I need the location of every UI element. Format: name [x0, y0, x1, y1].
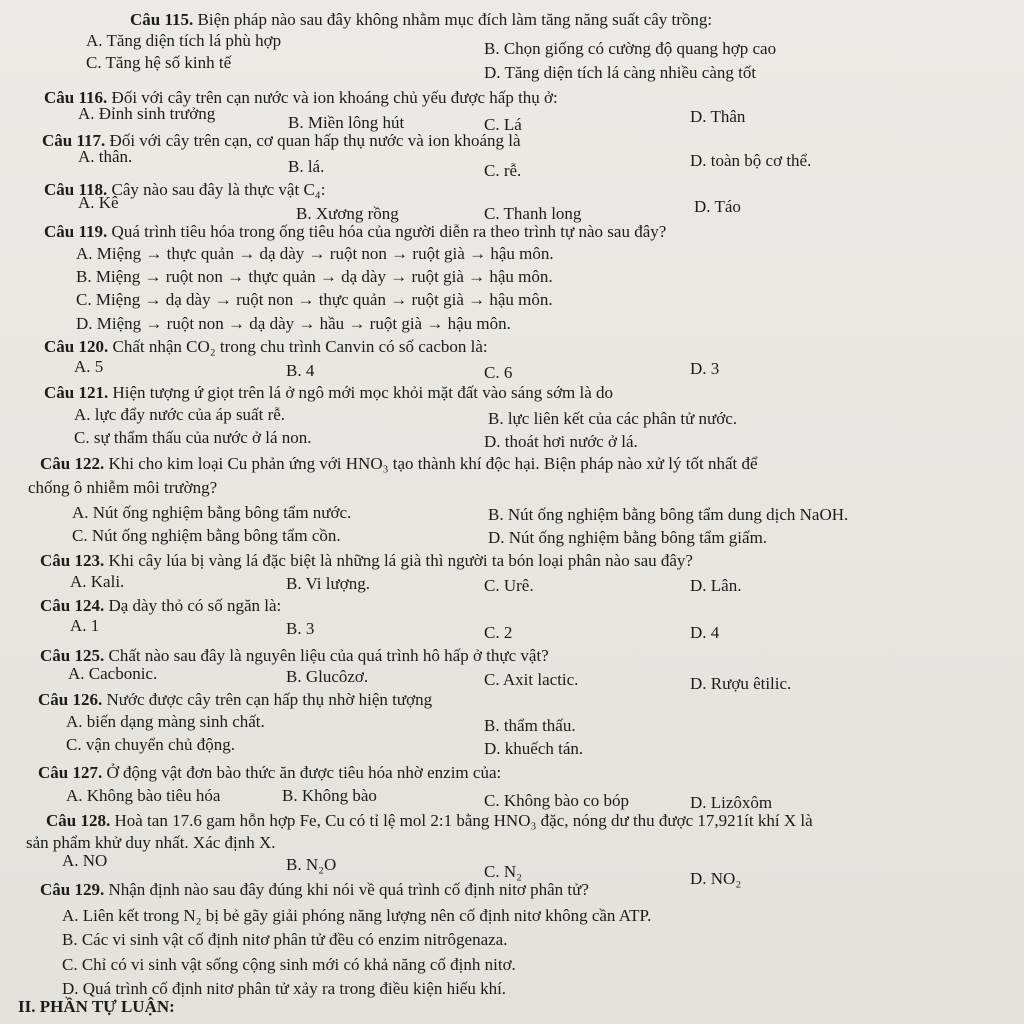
option: A. Cacbonic. — [68, 664, 158, 683]
option: D. Thân — [690, 107, 746, 126]
option: A. Nút ống nghiệm bằng bông tẩm nước. — [72, 503, 352, 522]
option: C. Không bào co bóp — [484, 791, 629, 810]
option: A. Không bào tiêu hóa — [66, 786, 221, 805]
option: D. Nút ống nghiệm bằng bông tẩm giấm. — [488, 528, 768, 547]
option: A. NO — [62, 851, 108, 870]
question-123: Câu 123. Khi cây lúa bị vàng lá đặc biệt là những lá già thì người ta bón loại phân nào sau đây? — [40, 551, 693, 570]
option: C. vận chuyển chủ động. — [66, 735, 236, 754]
question-127: Câu 127. Ở động vật đơn bào thức ăn được tiêu hóa nhờ enzim của: — [38, 763, 502, 782]
option: B. Miệng → ruột non → thực quản → dạ dày → ruột già → hậu môn. — [76, 267, 553, 286]
option: A. Kê — [78, 193, 119, 212]
option: B. N₂O — [286, 855, 337, 874]
option: D. Táo — [694, 197, 741, 216]
option: D. 4 — [690, 623, 720, 642]
option: C. N₂ — [484, 862, 523, 881]
option: C. Thanh long — [484, 204, 582, 223]
question-126: Câu 126. Nước được cây trên cạn hấp thụ nhờ hiện tượng — [38, 690, 433, 709]
option: B. thẩm thấu. — [484, 716, 576, 735]
option: A. Kali. — [70, 572, 125, 591]
option: C. Lá — [484, 115, 522, 134]
option: D. NO₂ — [690, 869, 742, 888]
option: B. Các vi sinh vật cố định nitơ phân tử đều có enzim nitrôgenaza. — [62, 930, 508, 949]
question-129: Câu 129. Nhận định nào sau đây đúng khi nói về quá trình cố định nitơ phân tử? — [40, 880, 589, 899]
question-117: Câu 117. Đối với cây trên cạn, cơ quan hấp thụ nước và ion khoáng là — [42, 131, 521, 150]
option: A. lực đẩy nước của áp suất rễ. — [74, 405, 286, 424]
option: D. 3 — [690, 359, 720, 378]
option: C. 6 — [484, 363, 513, 382]
option: C. Tăng hệ số kinh tế — [86, 53, 232, 72]
question-116: Câu 116. Đối với cây trên cạn nước và ion khoáng chủ yếu được hấp thụ ở: — [44, 88, 558, 107]
question-128: Câu 128. Hoà tan 17.6 gam hỗn hợp Fe, Cu có tỉ lệ mol 2:1 bằng HNO₃ đặc, nóng dư thu được 17,921ít khí X là — [46, 811, 813, 830]
option: A. Liên kết trong N₂ bị bẻ gãy giải phóng năng lượng nên cố định nitơ không cần ATP. — [62, 906, 652, 925]
option: D. toàn bộ cơ thể. — [690, 151, 812, 170]
option: D. Tăng diện tích lá càng nhiều càng tốt — [484, 63, 757, 82]
option: C. Urê. — [484, 576, 534, 595]
option: C. Chỉ có vi sinh vật sống cộng sinh mới có khả năng cố định nitơ. — [62, 955, 516, 974]
option: A. 5 — [74, 357, 104, 376]
question-122-cont: chống ô nhiễm môi trường? — [28, 478, 218, 497]
option: A. Đỉnh sinh trưởng — [78, 104, 216, 123]
question-121: Câu 121. Hiện tượng ứ giọt trên lá ở ngô mới mọc khỏi mặt đất vào sáng sớm là do — [44, 383, 614, 402]
option: D. Lân. — [690, 576, 742, 595]
option: D. Rượu êtilic. — [690, 674, 792, 693]
option: C. Axit lactic. — [484, 670, 579, 689]
question-128-cont: sản phẩm khử duy nhất. Xác định X. — [26, 833, 276, 852]
question-124: Câu 124. Dạ dày thỏ có số ngăn là: — [40, 596, 282, 615]
option: D. khuếch tán. — [484, 739, 584, 758]
section-heading: II. PHẦN TỰ LUẬN: — [18, 997, 175, 1016]
option: B. Xương rồng — [296, 204, 399, 223]
option: C. sự thẩm thấu của nước ở lá non. — [74, 428, 312, 447]
question-119: Câu 119. Quá trình tiêu hóa trong ống tiêu hóa của người diễn ra theo trình tự nào sau đây? — [44, 222, 667, 241]
option: B. 3 — [286, 619, 315, 638]
option: B. Chọn giống có cường độ quang hợp cao — [484, 39, 777, 58]
option: B. Glucôzơ. — [286, 667, 369, 686]
option: B. Miền lông hút — [288, 113, 405, 132]
question-120: Câu 120. Chất nhận CO₂ trong chu trình Canvin có số cacbon là: — [44, 337, 488, 356]
option: A. 1 — [70, 616, 100, 635]
option: D. thoát hơi nước ở lá. — [484, 432, 638, 451]
option: D. Miệng → ruột non → dạ dày → hầu → ruột già → hậu môn. — [76, 314, 511, 333]
question-115: Câu 115. Biện pháp nào sau đây không nhằm mục đích làm tăng năng suất cây trồng: — [130, 10, 713, 29]
option: B. lá. — [288, 157, 325, 176]
option: D. Lizôxôm — [690, 793, 773, 812]
option: C. 2 — [484, 623, 513, 642]
option: C. rễ. — [484, 161, 522, 180]
option: B. 4 — [286, 361, 315, 380]
question-118: Câu 118. Cây nào sau đây là thực vật C₄: — [44, 180, 326, 199]
option: D. Quá trình cố định nitơ phân tử xảy ra trong điều kiện hiếu khí. — [62, 979, 507, 998]
option: A. biến dạng màng sinh chất. — [66, 712, 265, 731]
option: B. Nút ống nghiệm bằng bông tẩm dung dịch NaOH. — [488, 505, 849, 524]
option: B. Không bào — [282, 786, 377, 805]
option: A. thân. — [78, 147, 133, 166]
option: C. Nút ống nghiệm bằng bông tẩm cồn. — [72, 526, 341, 545]
option: C. Miệng → dạ dày → ruột non → thực quản → ruột già → hậu môn. — [76, 290, 553, 309]
option: A. Tăng diện tích lá phù hợp — [86, 31, 282, 50]
question-122: Câu 122. Khi cho kim loại Cu phản ứng với HNO₃ tạo thành khí độc hại. Biện pháp nào xử lý tốt nhất để — [40, 454, 758, 473]
option: A. Miệng → thực quản → dạ dày → ruột non → ruột già → hậu môn. — [76, 244, 554, 263]
option: B. lực liên kết của các phân tử nước. — [488, 409, 738, 428]
option: B. Vi lượng. — [286, 574, 370, 593]
question-125: Câu 125. Chất nào sau đây là nguyên liệu của quá trình hô hấp ở thực vật? — [40, 646, 549, 665]
